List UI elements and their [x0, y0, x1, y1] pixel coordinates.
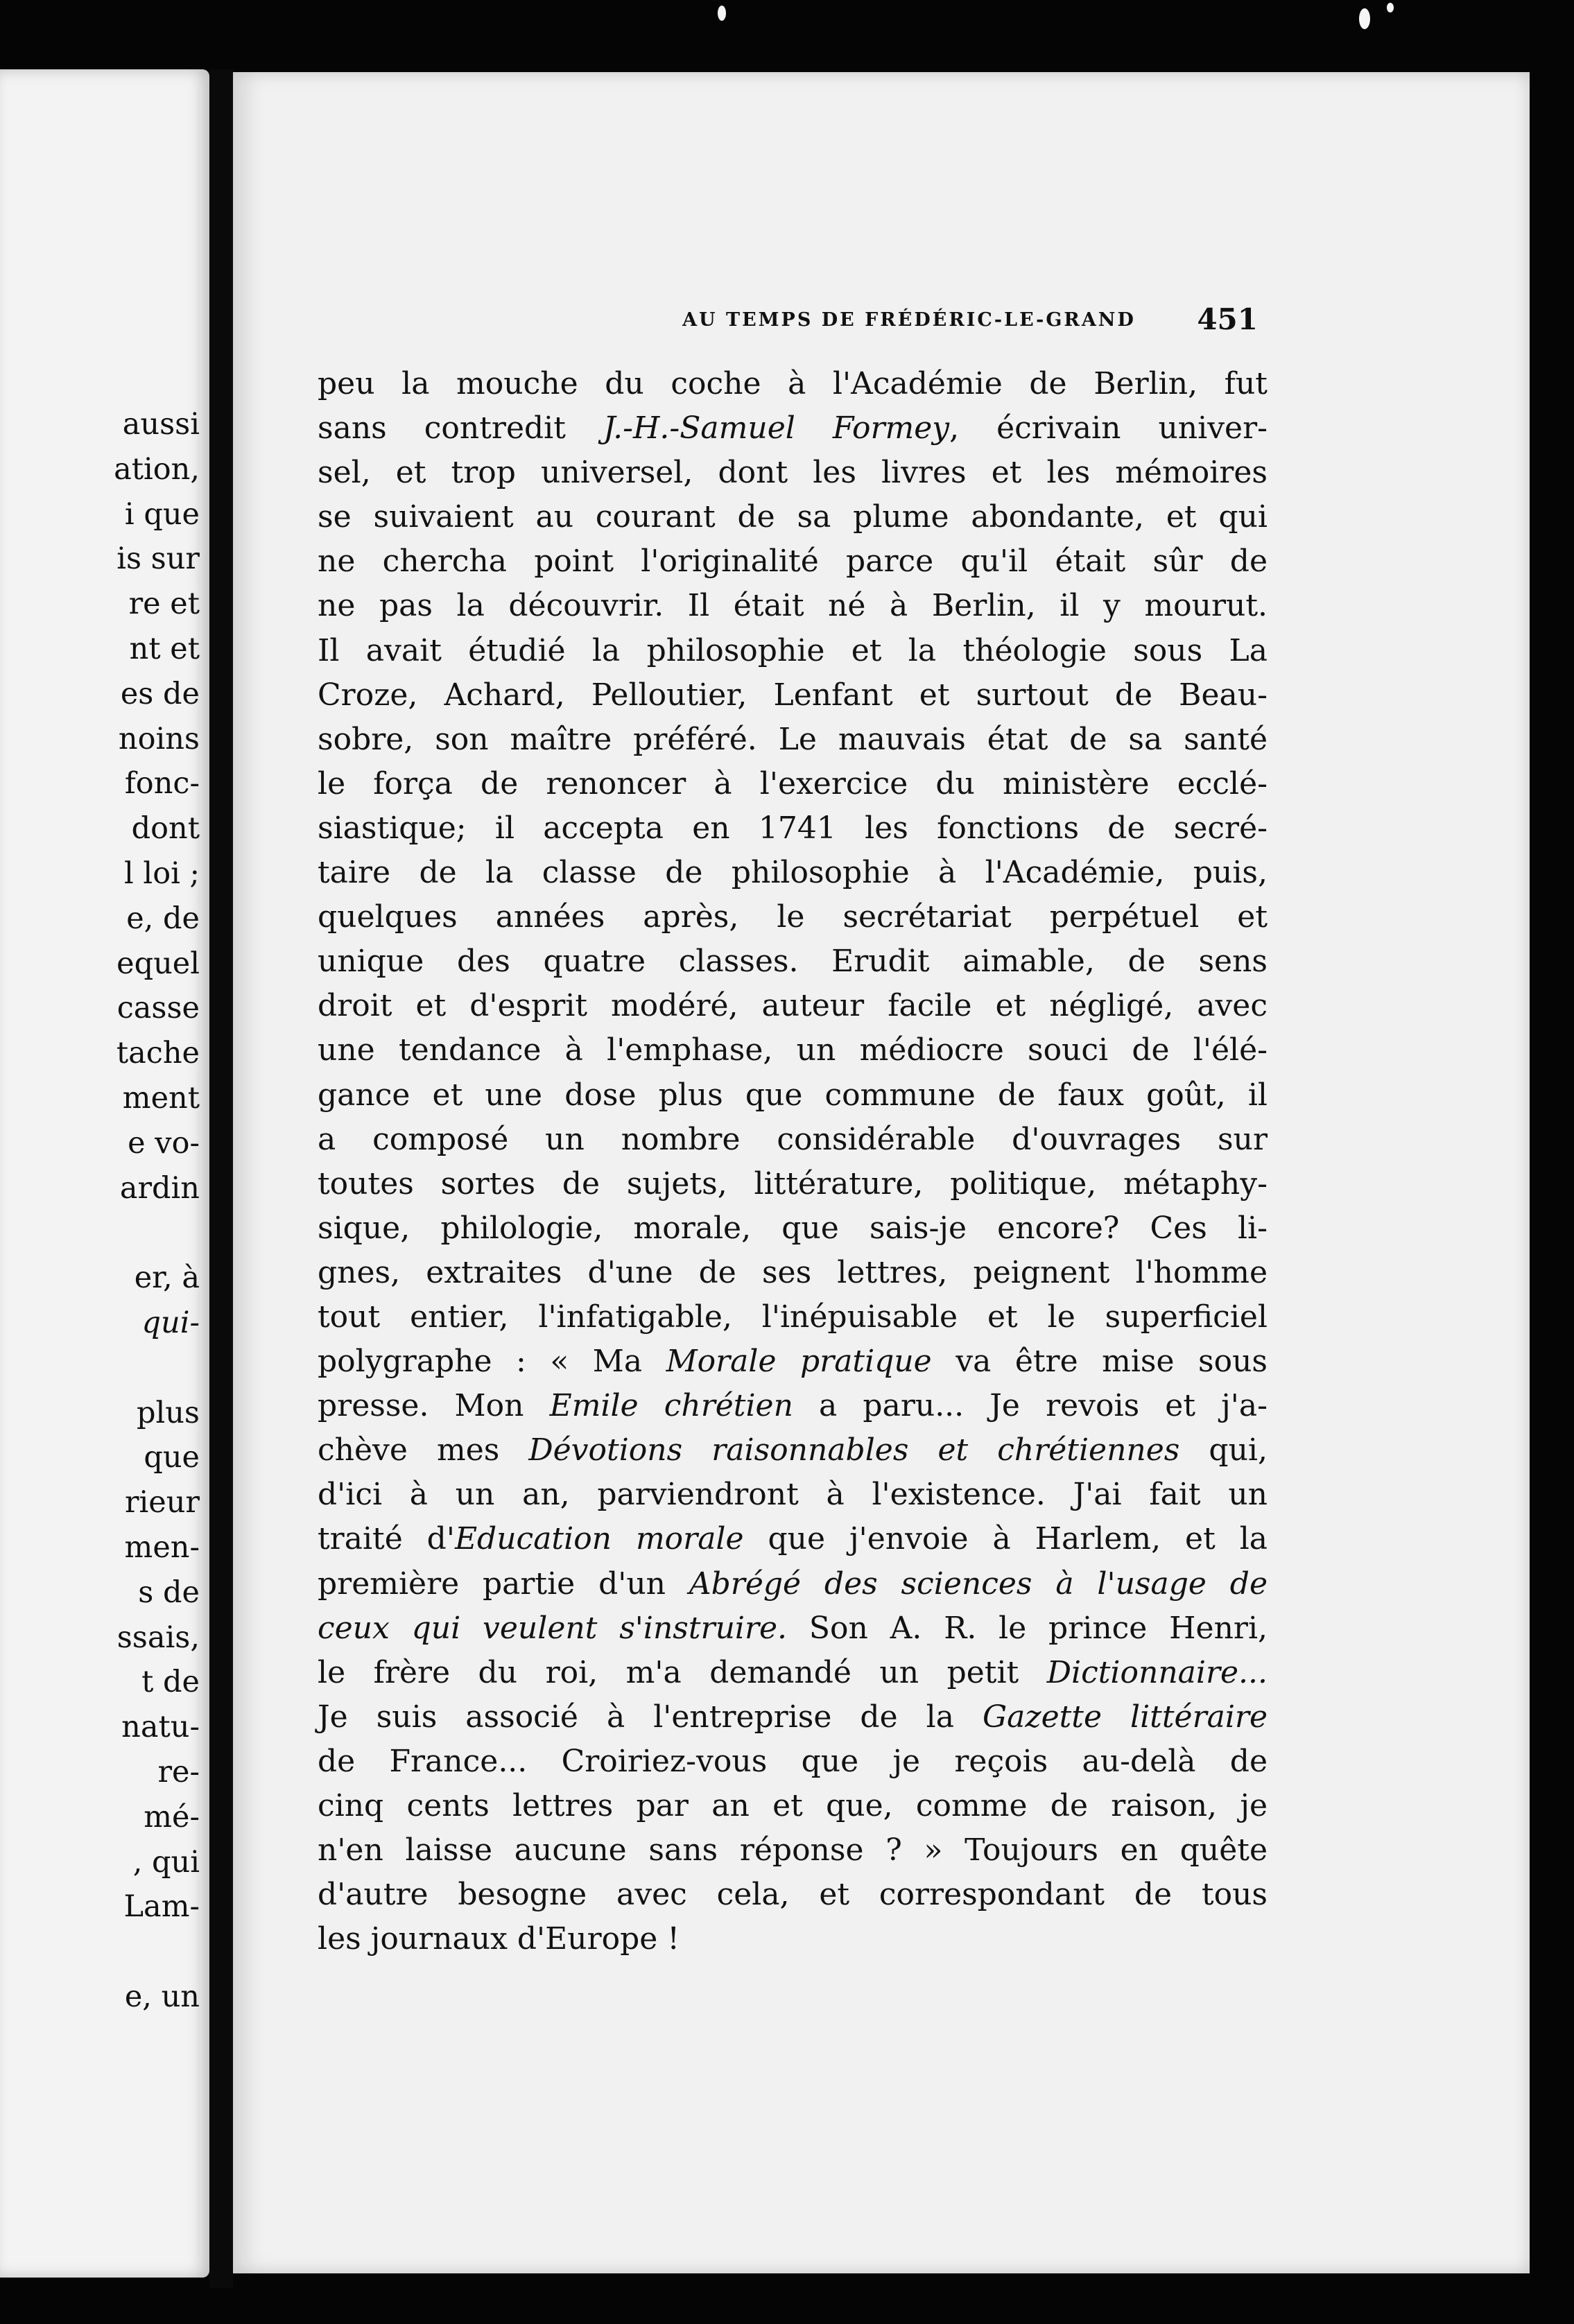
text-run: que j'envoie à Harlem, et la: [743, 1521, 1268, 1557]
text-run: les journaux d'Europe !: [318, 1921, 680, 1957]
facing-page-line: re-: [157, 1754, 200, 1789]
facing-page-line: es de: [120, 676, 200, 711]
facing-page-line: ment: [122, 1080, 200, 1116]
facing-page-line: s de: [138, 1575, 200, 1610]
italic-title: Morale pratique: [666, 1344, 932, 1380]
body-paragraph: [318, 362, 1268, 1961]
text-line: [318, 1118, 1268, 1162]
text-run: sobre, son maître préféré. Le mauvais état de sa santé: [318, 721, 1268, 757]
text-run: presse. Mon: [318, 1388, 550, 1424]
italic-title: Dictionnaire...: [1046, 1654, 1268, 1690]
facing-page-line: que: [144, 1440, 200, 1475]
text-run: siastique; il accepta en 1741 les fonctions de secré-: [318, 810, 1268, 846]
text-run: va être mise sous: [931, 1344, 1268, 1380]
facing-page-line: natu-: [121, 1710, 200, 1745]
text-line: [318, 1473, 1268, 1517]
facing-page-line: fonc-: [124, 766, 200, 801]
facing-page-line: is sur: [116, 541, 200, 577]
facing-page-line: dont: [131, 811, 200, 847]
text-run: le frère du roi, m'a demandé un petit: [318, 1654, 1047, 1690]
facing-page-line: ation,: [114, 451, 200, 487]
text-line: [318, 584, 1268, 628]
text-run: polygraphe : « Ma: [318, 1344, 666, 1380]
facing-page-line: ardin: [119, 1170, 200, 1206]
text-run: de France... Croiriez-vous que je reçois au-delà de: [318, 1743, 1268, 1779]
text-line: [318, 1784, 1268, 1828]
text-line: [318, 1828, 1268, 1873]
facing-page-line: noins: [118, 721, 200, 756]
text-run: sans contredit: [318, 410, 603, 446]
facing-page-line: aussi: [122, 407, 200, 442]
facing-page-line: , qui: [132, 1844, 200, 1880]
text-line: [318, 1917, 1268, 1961]
text-run: cinq cents lettres par an et que, comme de raison, je: [318, 1788, 1268, 1823]
facing-page-line: ssais,: [116, 1620, 200, 1655]
text-run: Son A. R. le prince Henri,: [787, 1610, 1268, 1646]
page-number: 451: [1197, 302, 1258, 336]
facing-page-fragment: [0, 69, 209, 2278]
facing-page-line: e, de: [126, 901, 200, 936]
text-line: [318, 451, 1268, 495]
text-run: traité d': [318, 1521, 455, 1557]
italic-title: ceux qui veulent s'instruire.: [318, 1610, 788, 1646]
facing-page-line: l loi ;: [124, 856, 200, 891]
text-line: [318, 1562, 1268, 1606]
facing-page-line: rieur: [124, 1485, 200, 1520]
text-run: a paru... Je revois et j'a-: [793, 1388, 1268, 1424]
text-run: sel, et trop universel, dont les livres et les mémoires: [318, 455, 1268, 491]
text-line: [318, 1873, 1268, 1917]
facing-page-line: men-: [124, 1529, 200, 1565]
text-run: sique, philologie, morale, que sais-je encore? Ces li-: [318, 1210, 1268, 1246]
text-line: [318, 1606, 1268, 1651]
text-line: [318, 1028, 1268, 1073]
facing-page-line: [0, 1211, 200, 1256]
facing-page-text: [0, 402, 200, 2020]
italic-title: Gazette littéraire: [983, 1699, 1268, 1735]
facing-page-line: i que: [124, 496, 200, 532]
text-line: [318, 762, 1268, 806]
text-run: peu la mouche du coche à l'Académie de Berlin, fut: [318, 366, 1268, 401]
text-line: [318, 495, 1268, 539]
facing-page-line: equel: [116, 946, 200, 981]
text-line: [318, 1295, 1268, 1339]
text-run: n'en laisse aucune sans réponse ? » Toujours en quête: [318, 1832, 1268, 1868]
facing-page-line: qui-: [141, 1305, 200, 1340]
dust-speck: [1387, 3, 1394, 12]
text-run: première partie d'un: [318, 1566, 689, 1602]
text-run: chève mes: [318, 1432, 529, 1468]
italic-title: Education morale: [454, 1521, 744, 1557]
text-run: d'ici à un an, parviendront à l'existence. J'ai fait un: [318, 1477, 1268, 1513]
text-run: Croze, Achard, Pelloutier, Lenfant et surtout de Beau-: [318, 677, 1268, 713]
facing-page-line: Lam-: [123, 1889, 200, 1925]
text-run: une tendance à l'emphase, un médiocre souci de l'élé-: [318, 1032, 1268, 1068]
running-title: AU TEMPS DE FRÉDÉRIC-LE-GRAND: [682, 309, 1136, 331]
text-line: [318, 1428, 1268, 1473]
italic-title: Emile chrétien: [549, 1388, 793, 1424]
facing-page-line: [0, 1346, 200, 1391]
text-line: [318, 1073, 1268, 1118]
text-run: unique des quatre classes. Erudit aimable, de sens: [318, 944, 1268, 980]
text-line: [318, 718, 1268, 762]
text-run: le força de renoncer à l'exercice du ministère ecclé-: [318, 765, 1268, 801]
text-line: [318, 673, 1268, 718]
facing-page-line: t de: [141, 1665, 200, 1700]
text-run: d'autre besogne avec cela, et correspondant de tous: [318, 1877, 1268, 1913]
text-line: [318, 1206, 1268, 1251]
text-run: tout entier, l'infatigable, l'inépuisable et le superficiel: [318, 1299, 1268, 1335]
text-line: [318, 1695, 1268, 1740]
text-line: [318, 1384, 1268, 1428]
facing-page-line: er, à: [134, 1260, 200, 1296]
book-spine-gap: [209, 69, 233, 2288]
text-line: [318, 895, 1268, 939]
text-run: a composé un nombre considérable d'ouvrages sur: [318, 1121, 1268, 1157]
text-line: [318, 1162, 1268, 1206]
text-run: gance et une dose plus que commune de faux goût, il: [318, 1077, 1268, 1113]
text-run: qui,: [1179, 1432, 1268, 1468]
book-page: [233, 72, 1530, 2273]
text-run: ne chercha point l'originalité parce qu'il était sûr de: [318, 544, 1268, 580]
text-run: ne pas la découvrir. Il était né à Berlin, il y mourut.: [318, 588, 1268, 624]
facing-page-line: mé-: [144, 1799, 200, 1835]
facing-page-line: tache: [116, 1036, 200, 1071]
text-line: [318, 1339, 1268, 1384]
text-run: droit et d'esprit modéré, auteur facile et négligé, avec: [318, 988, 1268, 1024]
italic-title: J.-H.-Samuel Formey: [603, 410, 950, 446]
facing-page-line: casse: [116, 991, 200, 1026]
facing-page-line: plus: [136, 1395, 200, 1430]
text-run: quelques années après, le secrétariat perpétuel et: [318, 899, 1268, 935]
facing-page-line: [0, 1930, 200, 1975]
text-run: Je suis associé à l'entreprise de la: [318, 1699, 983, 1735]
text-line: [318, 406, 1268, 451]
italic-title: Abrégé des sciences à l'usage de: [689, 1566, 1268, 1602]
facing-page-line: nt et: [129, 631, 200, 666]
text-run: se suivaient au courant de sa plume abondante, et qui: [318, 499, 1268, 535]
text-line: [318, 1651, 1268, 1695]
dust-speck: [718, 6, 726, 21]
italic-title: Dévotions raisonnables et chrétiennes: [528, 1432, 1180, 1468]
text-run: , écrivain univer-: [949, 410, 1268, 446]
text-line: [318, 984, 1268, 1028]
text-line: [318, 939, 1268, 984]
text-run: Il avait étudié la philosophie et la théologie sous La: [318, 632, 1268, 668]
facing-page-line: e vo-: [128, 1125, 200, 1161]
facing-page-line: re et: [128, 587, 200, 622]
dust-speck: [1359, 8, 1370, 29]
running-header: [233, 302, 1530, 351]
text-run: gnes, extraites d'une de ses lettres, peignent l'homme: [318, 1254, 1268, 1290]
text-line: [318, 1251, 1268, 1295]
text-run: toutes sortes de sujets, littérature, politique, métaphy-: [318, 1165, 1268, 1202]
text-run: taire de la classe de philosophie à l'Académie, puis,: [318, 855, 1268, 891]
text-line: [318, 1517, 1268, 1561]
text-line: [318, 539, 1268, 584]
text-line: [318, 629, 1268, 673]
text-line: [318, 851, 1268, 895]
text-line: [318, 1740, 1268, 1784]
facing-page-line: e, un: [124, 1979, 200, 2014]
text-line: [318, 806, 1268, 851]
text-line: [318, 362, 1268, 406]
